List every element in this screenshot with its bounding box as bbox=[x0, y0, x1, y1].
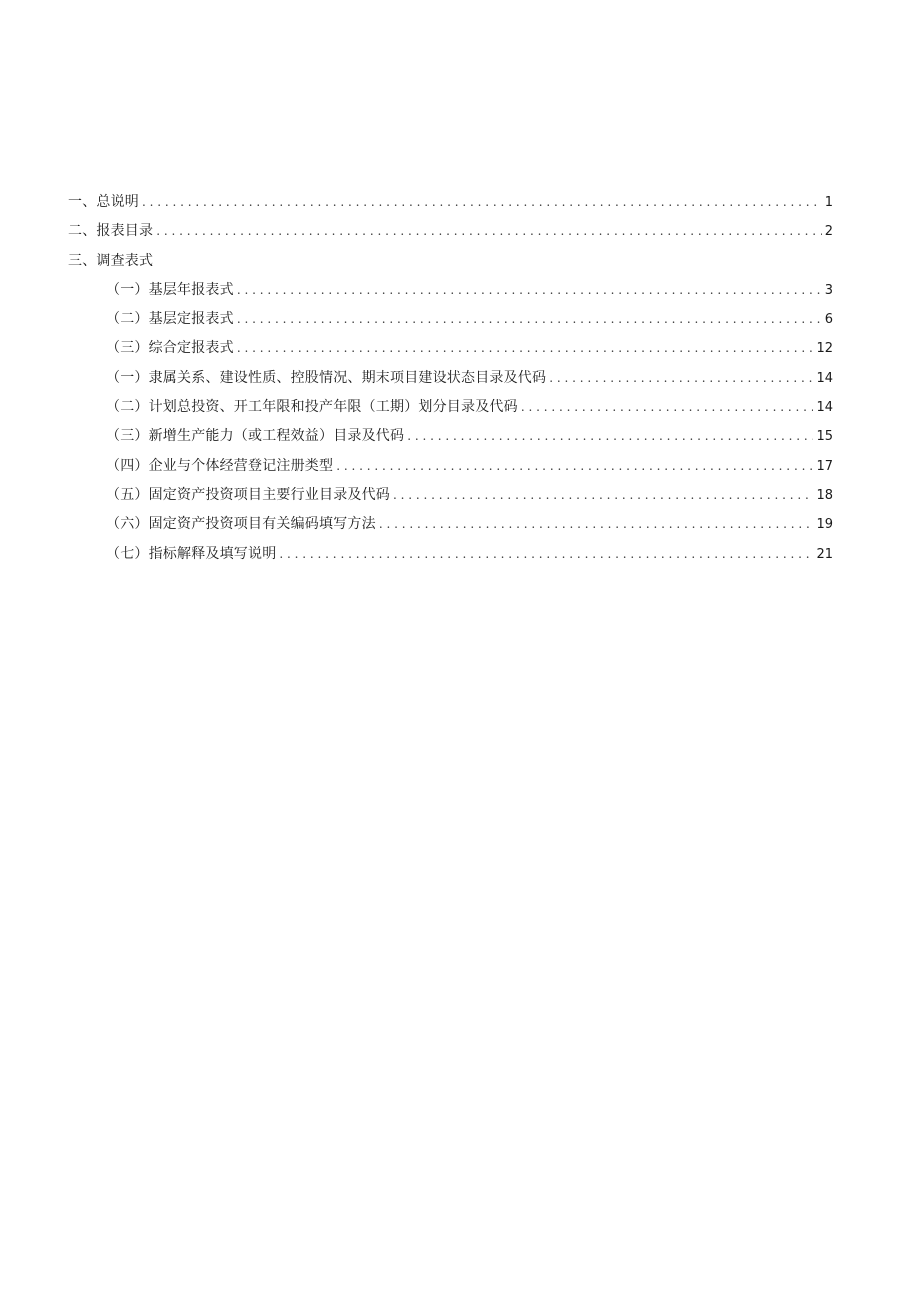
toc-entry-page: 1 bbox=[824, 195, 833, 210]
dot-leader bbox=[237, 276, 822, 305]
toc-entry-industry-codes[interactable] bbox=[68, 481, 833, 510]
toc-entry-page: 6 bbox=[824, 312, 833, 328]
toc-entry-title: （五）固定资产投资项目主要行业目录及代码 bbox=[106, 486, 390, 503]
toc-entry-page: 3 bbox=[824, 282, 833, 298]
toc-entry-page: 17 bbox=[816, 458, 833, 474]
toc-entry-title: 三、调查表式 bbox=[68, 252, 154, 269]
toc-entry-capacity-codes[interactable] bbox=[68, 422, 833, 451]
toc-entry-basic-periodic-forms[interactable] bbox=[68, 305, 833, 334]
toc-entry-page: 21 bbox=[816, 546, 833, 562]
dot-leader bbox=[521, 393, 814, 422]
toc-entry-title: （四）企业与个体经营登记注册类型 bbox=[106, 457, 334, 474]
toc-entry-report-catalog[interactable] bbox=[68, 217, 833, 246]
toc-entry-title: 二、报表目录 bbox=[68, 223, 154, 240]
toc-entry-general-notes[interactable] bbox=[68, 188, 833, 217]
toc-entry-page: 14 bbox=[816, 370, 833, 386]
toc-entry-summary-periodic-forms[interactable] bbox=[68, 334, 833, 363]
toc-entry-page: 19 bbox=[816, 517, 833, 533]
toc-entry-indicator-explanations[interactable] bbox=[68, 540, 833, 569]
toc-entry-title: （六）固定资产投资项目有关编码填写方法 bbox=[106, 516, 376, 533]
toc-entry-page: 12 bbox=[816, 341, 833, 357]
table-of-contents bbox=[68, 188, 833, 569]
toc-entry-coding-methods[interactable] bbox=[68, 510, 833, 539]
toc-entry-title: （二）基层定报表式 bbox=[106, 311, 234, 328]
dot-leader bbox=[279, 540, 813, 569]
dot-leader bbox=[379, 510, 814, 539]
toc-entry-page: 2 bbox=[824, 224, 833, 240]
dot-leader bbox=[142, 188, 822, 217]
toc-entry-page: 14 bbox=[816, 400, 833, 416]
dot-leader bbox=[336, 452, 813, 481]
toc-entry-survey-forms[interactable] bbox=[68, 247, 833, 276]
dot-leader bbox=[549, 364, 813, 393]
toc-entry-title: （二）计划总投资、开工年限和投产年限（工期）划分目录及代码 bbox=[106, 399, 518, 416]
toc-entry-title: （七）指标解释及填写说明 bbox=[106, 545, 277, 562]
dot-leader bbox=[407, 422, 813, 451]
toc-entry-affiliation-codes[interactable] bbox=[68, 364, 833, 393]
toc-entry-registration-types[interactable] bbox=[68, 452, 833, 481]
toc-entry-title: （三）新增生产能力（或工程效益）目录及代码 bbox=[106, 428, 405, 445]
dot-leader bbox=[237, 305, 822, 334]
toc-entry-investment-period-codes[interactable] bbox=[68, 393, 833, 422]
toc-entry-page: 15 bbox=[816, 429, 833, 445]
toc-entry-title: （一）隶属关系、建设性质、控股情况、期末项目建设状态目录及代码 bbox=[106, 369, 547, 386]
toc-entry-title: （一）基层年报表式 bbox=[106, 281, 234, 298]
dot-leader bbox=[156, 217, 822, 246]
dot-leader bbox=[237, 334, 814, 363]
toc-entry-title: （三）综合定报表式 bbox=[106, 340, 234, 357]
toc-entry-basic-annual-forms[interactable] bbox=[68, 276, 833, 305]
dot-leader bbox=[393, 481, 813, 510]
toc-entry-page: 18 bbox=[816, 487, 833, 503]
toc-entry-title: 一、总说明 bbox=[68, 194, 139, 210]
